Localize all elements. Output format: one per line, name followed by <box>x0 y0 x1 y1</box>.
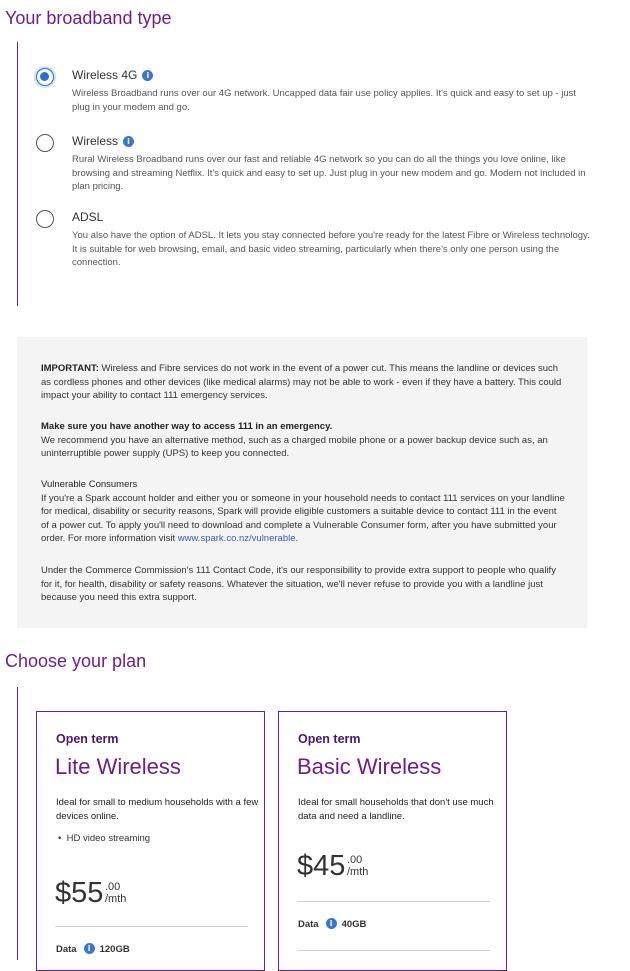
option-title: ADSL <box>72 210 104 224</box>
vulnerable-notice: Vulnerable Consumers If you're a Spark account holder and either you or someone in your household needs to contact 111 services on your landline for medical, disability or security reasons, Spark will provide eligible customers a suitable device to contact 111 in the event of a power cut. To apply you'll need to download and complete a Vulnerable Consumer form, after you have submitted your order. For more information visit www.spark.co.nz/vulnerable. <box>41 479 565 544</box>
vulnerable-link[interactable]: www.spark.co.nz/vulnerable <box>177 533 296 544</box>
plan-feature: • HD video streaming <box>58 833 151 844</box>
option-description: You also have the option of ADSL. It lets you stay connected before you're ready for the latest Fibre or Wireless technology. It is suitable for web browsing, email, and basic video streaming, particularly when there's only one person using the connection. <box>72 230 590 268</box>
plan-card-lite-wireless[interactable] <box>36 711 265 971</box>
important-label: IMPORTANT: <box>41 363 99 374</box>
plan-description: Ideal for small to medium households with a few devices online. <box>56 797 259 822</box>
backup-heading: Make sure you have another way to access 111 in an emergency. <box>41 421 333 432</box>
plan-term: Open term <box>298 732 361 746</box>
plan-term: Open term <box>56 732 119 746</box>
card-divider <box>297 901 490 902</box>
radio-adsl[interactable] <box>36 210 54 228</box>
section-divider-line <box>17 687 18 960</box>
plan-name: Basic Wireless <box>297 754 442 779</box>
power-cut-notice <box>17 337 587 628</box>
option-title: Wireless i <box>72 134 134 148</box>
backup-notice: Make sure you have another way to access 111 in an emergency. We recommend you have an alternative method, such as a charged mobile phone or a power backup device such as, an uninterruptible power supply (UPS) to keep you connected. <box>41 421 548 459</box>
plan-price: $55 .00 /mth <box>55 877 127 909</box>
info-icon[interactable]: i <box>84 943 95 954</box>
option-wireless-4g[interactable] <box>36 68 591 118</box>
card-divider <box>55 926 248 927</box>
plan-price: $45 .00 /mth <box>297 850 369 882</box>
card-divider <box>297 950 490 951</box>
info-icon[interactable]: i <box>123 136 134 147</box>
vulnerable-heading: Vulnerable Consumers <box>41 479 138 490</box>
choose-plan-heading: Choose your plan <box>5 651 147 671</box>
radio-wireless-4g[interactable] <box>36 68 54 86</box>
contact-code-text: Under the Commerce Commission's 111 Contact Code, it's our responsibility to provide extra support to people who qualify for it, for health, disability or safety reasons. Whatever the situation, we'll never refuse to provide you with a landline just because you need this extra support. <box>41 565 556 603</box>
plan-description: Ideal for small households that don't use much data and need a landline. <box>298 797 494 822</box>
important-notice-text: IMPORTANT: Wireless and Fibre services do not work in the event of a power cut. This means the landline or devices such as cordless phones and other devices (like medical alarms) may not be able to work - even if they have a battery. This could impact your ability to contact 111 emergency services. <box>41 363 562 401</box>
section-divider-line <box>17 42 18 306</box>
option-description: Rural Wireless Broadband runs over our fast and reliable 4G network so you can do all the things you love online, like browsing and streaming Netflix. It's quick and easy to set up. Just plug in your new modem and go. Modem not included in plan pricing. <box>72 154 586 192</box>
option-description: Wireless Broadband runs over our 4G network. Uncapped data fair use policy applies. It's quick and easy to set up - just plug in your modem and go. <box>72 88 576 113</box>
broadband-type-heading: Your broadband type <box>5 8 172 28</box>
info-icon[interactable]: i <box>142 70 153 81</box>
plan-data: Data i 120GB <box>56 944 130 955</box>
info-icon[interactable]: i <box>326 918 337 929</box>
option-wireless[interactable] <box>36 134 591 198</box>
plan-data: Data i 40GB <box>298 919 367 930</box>
radio-wireless[interactable] <box>36 134 54 152</box>
option-adsl[interactable] <box>36 210 591 274</box>
plan-name: Lite Wireless <box>55 754 181 779</box>
option-title: Wireless 4G i <box>72 68 153 82</box>
plan-card-basic-wireless[interactable] <box>278 711 507 971</box>
